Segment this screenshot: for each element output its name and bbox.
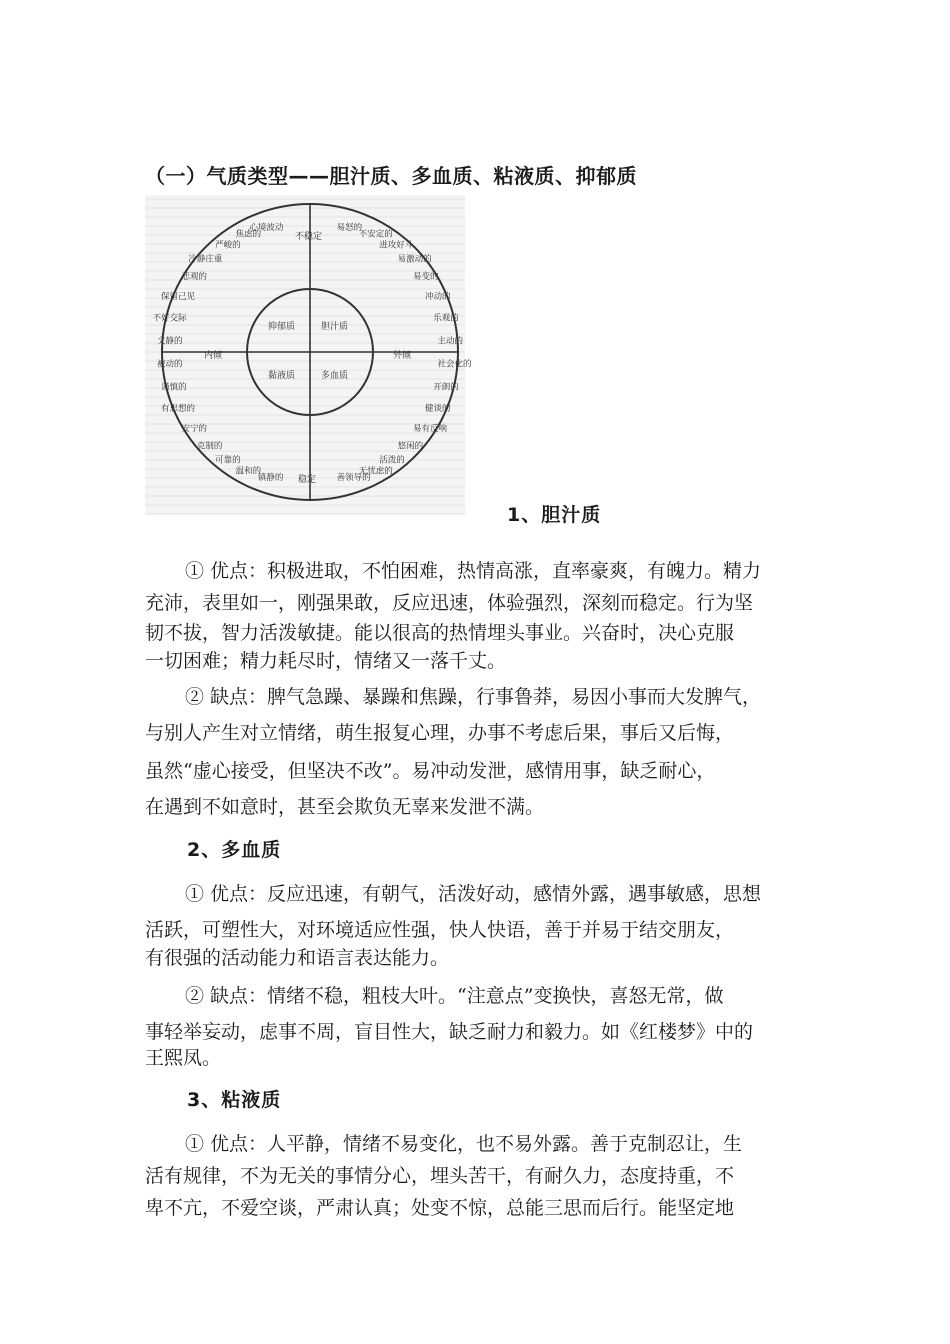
trait-label: 严峻的 (215, 240, 241, 251)
trait-label: 活泼的 (379, 455, 405, 466)
text-line: 韧不拔，智力活泼敏捷。能以很高的热情埋头事业。兴奋时，决心克服 (145, 622, 735, 644)
text-line: 虽然“虚心接受，但坚决不改”。易冲动发泄，感情用事，缺乏耐心， (145, 760, 716, 782)
inner-top-left-label: 抑郁质 (268, 322, 296, 332)
trait-label: 有思想的 (160, 404, 195, 415)
text-line: 活有规律，不为无关的事情分心，埋头苦干，有耐久力，态度持重，不 (145, 1165, 735, 1187)
trait-label: 心境波动 (249, 222, 284, 233)
axis-top-label: 不稳定 (295, 232, 323, 242)
trait-label: 可靠的 (215, 455, 241, 466)
text-line: 有很强的活动能力和语言表达能力。 (145, 947, 450, 969)
text-line: 与别人产生对立情绪，萌生报复心理，办事不考虑后果，事后又后悔， (145, 722, 735, 744)
temperament-diagram (145, 195, 472, 515)
trait-label: 无忧虑的 (358, 466, 393, 477)
trait-label: 克制的 (196, 441, 223, 452)
text-line: 卑不亢，不爱空谈，严肃认真；处变不惊，总能三思而后行。能坚定地 (145, 1197, 735, 1219)
section-2-title: 2、多血质 (187, 839, 282, 861)
temperament-circle (145, 195, 472, 515)
trait-label: 乐观的 (433, 313, 459, 324)
trait-label: 焦虑的 (235, 229, 262, 240)
trait-label: 悠闲的 (397, 441, 424, 452)
trait-label: 易激动的 (397, 254, 432, 265)
text-line: 事轻举妄动，虑事不周，盲目性大，缺乏耐力和毅力。如《红楼梦》中的 (145, 1021, 754, 1043)
text-line: 充沛，表里如一，刚强果敢，反应迅速，体验强烈，深刻而稳定。行为坚 (145, 592, 754, 614)
axis-right-label: 外倾 (393, 351, 412, 361)
trait-label: 不安定的 (358, 229, 393, 240)
trait-label: 冲动的 (425, 291, 451, 302)
trait-label: 安宁的 (181, 424, 207, 434)
text-line: ② 缺点：脾气急躁、暴躁和焦躁，行事鲁莽，易因小事而大发脾气， (185, 686, 762, 708)
text-line: ① 优点：积极进取，不怕困难，热情高涨，直率豪爽，有魄力。精力 (185, 560, 762, 582)
text-line: ① 优点：人平静，情绪不易变化，也不易外露。善于克制忍让，生 (185, 1133, 743, 1155)
text-line: ② 缺点：情绪不稳，粗枝大叶。“注意点”变换快，喜怒无常，做 (185, 985, 724, 1007)
axis-left-label: 内倾 (204, 351, 223, 361)
trait-label: 被动的 (156, 359, 183, 370)
section-1-title: 1、胆汁质 (507, 504, 602, 526)
text-line: 一切困难；精力耗尽时，情绪又一落千丈。 (145, 650, 507, 672)
text-line: ① 优点：反应迅速，有朝气，活泼好动，感情外露，遇事敏感，思想 (185, 883, 762, 905)
trait-label: 冷静庄重 (188, 254, 223, 265)
trait-label: 不好交际 (152, 313, 187, 324)
section-3-title: 3、粘液质 (187, 1089, 282, 1111)
trait-label: 悲观的 (181, 272, 207, 282)
trait-label: 善领导的 (336, 473, 371, 484)
text-line: 王熙凤。 (145, 1047, 222, 1069)
text-line: 活跃，可塑性大，对环境适应性强，快人快语，善于并易于结交朋友， (145, 919, 735, 941)
trait-label: 开朗的 (433, 382, 459, 393)
trait-label: 易有反响 (413, 424, 448, 434)
trait-label: 镇静的 (257, 473, 284, 484)
trait-label: 文静的 (156, 336, 183, 347)
inner-top-right-label: 胆汁质 (321, 322, 349, 332)
trait-label: 健谈的 (425, 404, 451, 415)
trait-label: 保留己见 (160, 291, 195, 302)
trait-label: 谨慎的 (161, 382, 187, 393)
trait-label: 进攻好斗 (379, 240, 414, 251)
trait-label: 易变的 (413, 272, 439, 282)
trait-label: 易怒的 (336, 222, 363, 233)
trait-label: 主动的 (437, 336, 464, 347)
trait-label: 社会化的 (437, 359, 472, 370)
text-line: 在遇到不如意时，甚至会欺负无辜来发泄不满。 (145, 796, 545, 818)
trait-label: 温和的 (235, 466, 262, 477)
inner-bottom-right-label: 多血质 (321, 371, 349, 381)
inner-bottom-left-label: 黏液质 (268, 371, 296, 381)
axis-bottom-label: 稳定 (298, 475, 317, 485)
section-heading: （一）气质类型——胆汁质、多血质、粘液质、抑郁质 (145, 164, 637, 188)
